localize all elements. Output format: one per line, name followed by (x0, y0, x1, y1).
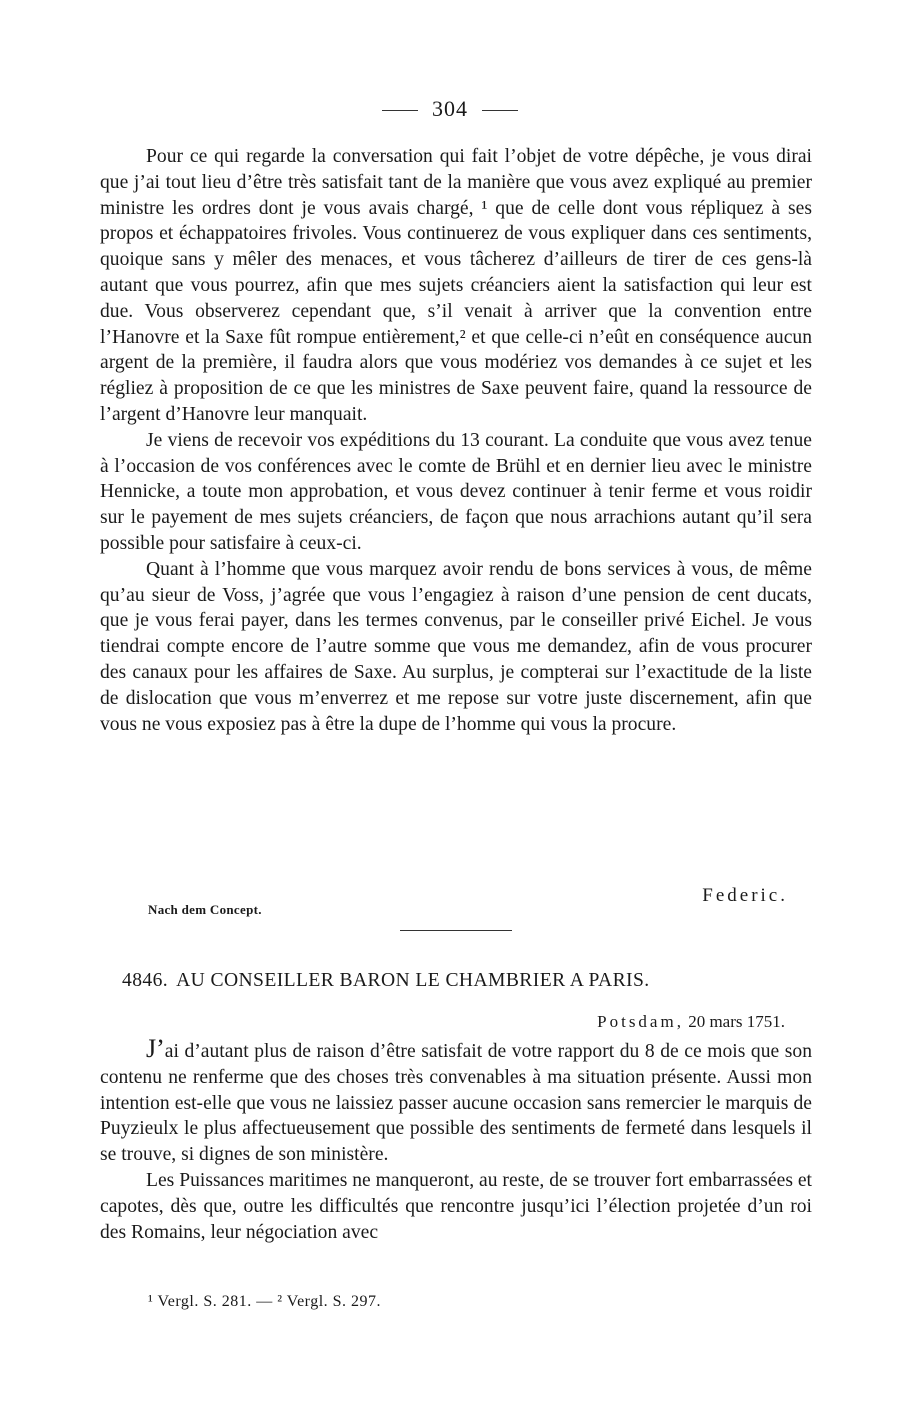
letter-place: Potsdam, (597, 1012, 684, 1031)
header-dash-right (482, 110, 518, 111)
letter-2-paragraph-1: J’ai d’autant plus de raison d’être satisfait de votre rapport du 8 de ce mois que son contenu ne renferme que des choses très convenables à ma situation présente. Aussi mon intention est-elle que vous ne laissiez passer aucune occasion sans remercier le marquis de Puyzieulx le plus affectueusement que possible des sentiments de fermeté dans lesquels il se trouve, si dignes de son ministère. (100, 1034, 812, 1166)
letter-1-paragraph-3: Quant à l’homme que vous marquez avoir rendu de bons services à vous, de même qu’au sieur de Voss, j’agrée que vous l’engagiez à raison d’une pension de cent ducats, que je vous ferai payer, dans les termes convenus, par le conseiller privé Eichel. Je vous tiendrai compte encore de l’autre somme que vous me demandez, afin de vous procurer des canaux pour les affaires de Saxe. Au surplus, je compterai sur l’exactitude de la liste de dislocation que vous m’enverrez et me repose sur votre juste discernement, afin que vous ne vous exposiez pas à être la dupe de l’homme qui vous la procure. (100, 558, 812, 735)
footnotes: ¹ Vergl. S. 281. — ² Vergl. S. 297. (148, 1293, 382, 1310)
letter-2-paragraph-2: Les Puissances maritimes ne manqueront, au reste, de se trouver fort embarrassées et capotes, dès que, outre les difficultés que rencontre jusqu’ici l’élection projetée d’un roi des Romains, leur négociation avec (100, 1169, 812, 1243)
letter-title: AU CONSEILLER BARON LE CHAMBRIER A PARIS. (176, 970, 650, 991)
page-number: 304 (432, 96, 468, 121)
letter-1-paragraph-1: Pour ce qui regarde la conversation qui fait l’objet de votre dépêche, je vous dirai que j’ai tout lieu d’être très satisfait tant de la manière que vous avez expliqué au premier ministre les ordres dont je vous avais chargé, ¹ que de celle dont vous répliquez à ses propos et échappatoires frivoles. Vous continuerez de vous expliquer dans ces sentiments, quoique sans y mêler des menaces, et vous tâcherez d’ailleurs de tirer de ces gens-là autant que vous pourrez, afin que mes sujets créanciers aient la satisfaction qui leur est due. Vous observerez cependant que, s’il venait à arriver que la convention entre l’Hanovre et la Saxe fût rompue entièrement,² et que celle-ci n’eût en conséquence aucun argent de la première, il faudra alors que vous modériez vos demandes à ce sujet et les régliez à proposition de ce que les ministres de Saxe peuvent faire, quand la ressource de l’argent d’Hanovre leur manquait. (100, 146, 812, 425)
letter-1-paragraph-2: Je viens de recevoir vos expéditions du 13 courant. La conduite que vous avez tenue à l’occasion de vos conférences avec le comte de Brühl et en dernier lieu avec le ministre Hennicke, a toute mon approbation, et vous devez continuer à tenir ferme et vous roidir sur le payement de mes sujets créanciers, de façon que nous arrachions autant qu’il sera possible pour satisfaire à ceux-ci. (100, 429, 812, 554)
section-divider (400, 930, 512, 931)
source-note: Nach dem Concept. (148, 902, 262, 917)
letter-number: 4846. (122, 970, 169, 991)
letter-2-body (100, 1036, 812, 1245)
header-dash-left (382, 110, 418, 111)
signature: Federic. (702, 885, 788, 906)
letter-1-body (100, 144, 812, 737)
letter-date: 20 mars 1751. (688, 1012, 785, 1031)
letter-2-heading (100, 970, 812, 992)
page-header (0, 96, 900, 122)
place-date (597, 1012, 785, 1032)
